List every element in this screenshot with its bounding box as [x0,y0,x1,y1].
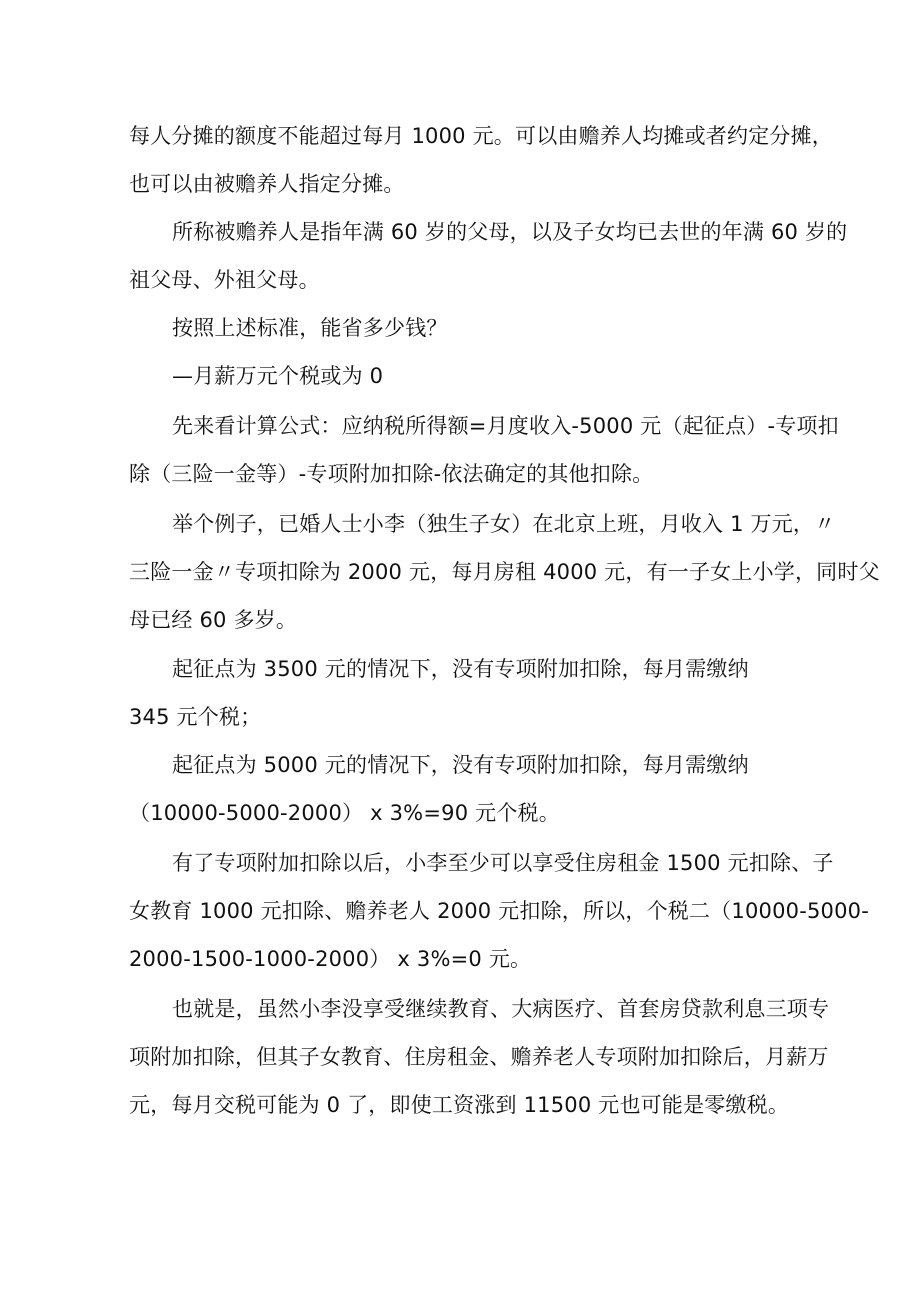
paragraph-line: 也就是，虽然小李没享受继续教育、大病医疗、首套房贷款利息三项专 [172,997,830,1021]
paragraph-line: 所称被赡养人是指年满 60 岁的父母，以及子女均已去世的年满 60 岁的 [172,220,848,244]
paragraph-line: 举个例子，已婚人士小李（独生子女）在北京上班，月收入 1 万元，〃 [172,512,836,536]
paragraph-line: （10000-5000-2000） x 3%=90 元个税。 [129,801,560,825]
paragraph-line: 按照上述标准，能省多少钱？ [172,316,448,340]
paragraph-line: 母已经 60 多岁。 [129,608,298,632]
paragraph-line: 也可以由被赡养人指定分摊。 [129,172,405,196]
paragraph-line: 345 元个税； [129,705,262,729]
paragraph-line: 起征点为 3500 元的情况下，没有专项附加扣除，每月需缴纳 [172,657,749,681]
paragraph-line: 女教育 1000 元扣除、赡养老人 2000 元扣除，所以，个税二（10000-5000- [129,899,869,923]
paragraph-line: 每人分摊的额度不能超过每月 1000 元。可以由赡养人均摊或者约定分摊， [129,124,833,148]
paragraph-line: 项附加扣除，但其子女教育、住房租金、赡养老人专项附加扣除后，月薪万 [129,1045,829,1069]
paragraph-line: 有了专项附加扣除以后，小李至少可以享受住房租金 1500 元扣除、子 [172,851,834,875]
paragraph-line: 2000-1500-1000-2000） x 3%=0 元。 [129,947,532,971]
paragraph-line: 祖父母、外祖父母。 [129,268,320,292]
paragraph-line: 起征点为 5000 元的情况下，没有专项附加扣除，每月需缴纳 [172,753,749,777]
section-subheading: —月薪万元个税或为 0 [172,364,384,388]
paragraph-line: 元，每月交税可能为 0 了，即使工资涨到 11500 元也可能是零缴税。 [129,1093,790,1117]
paragraph-line: 除（三险一金等）-专项附加扣除-依法确定的其他扣除。 [129,462,654,486]
paragraph-line: 三险一金〃专项扣除为 2000 元，每月房租 4000 元，有一子女上小学，同时父 [129,560,880,584]
paragraph-line: 先来看计算公式：应纳税所得额=月度收入-5000 元（起征点）-专项扣 [172,414,839,438]
